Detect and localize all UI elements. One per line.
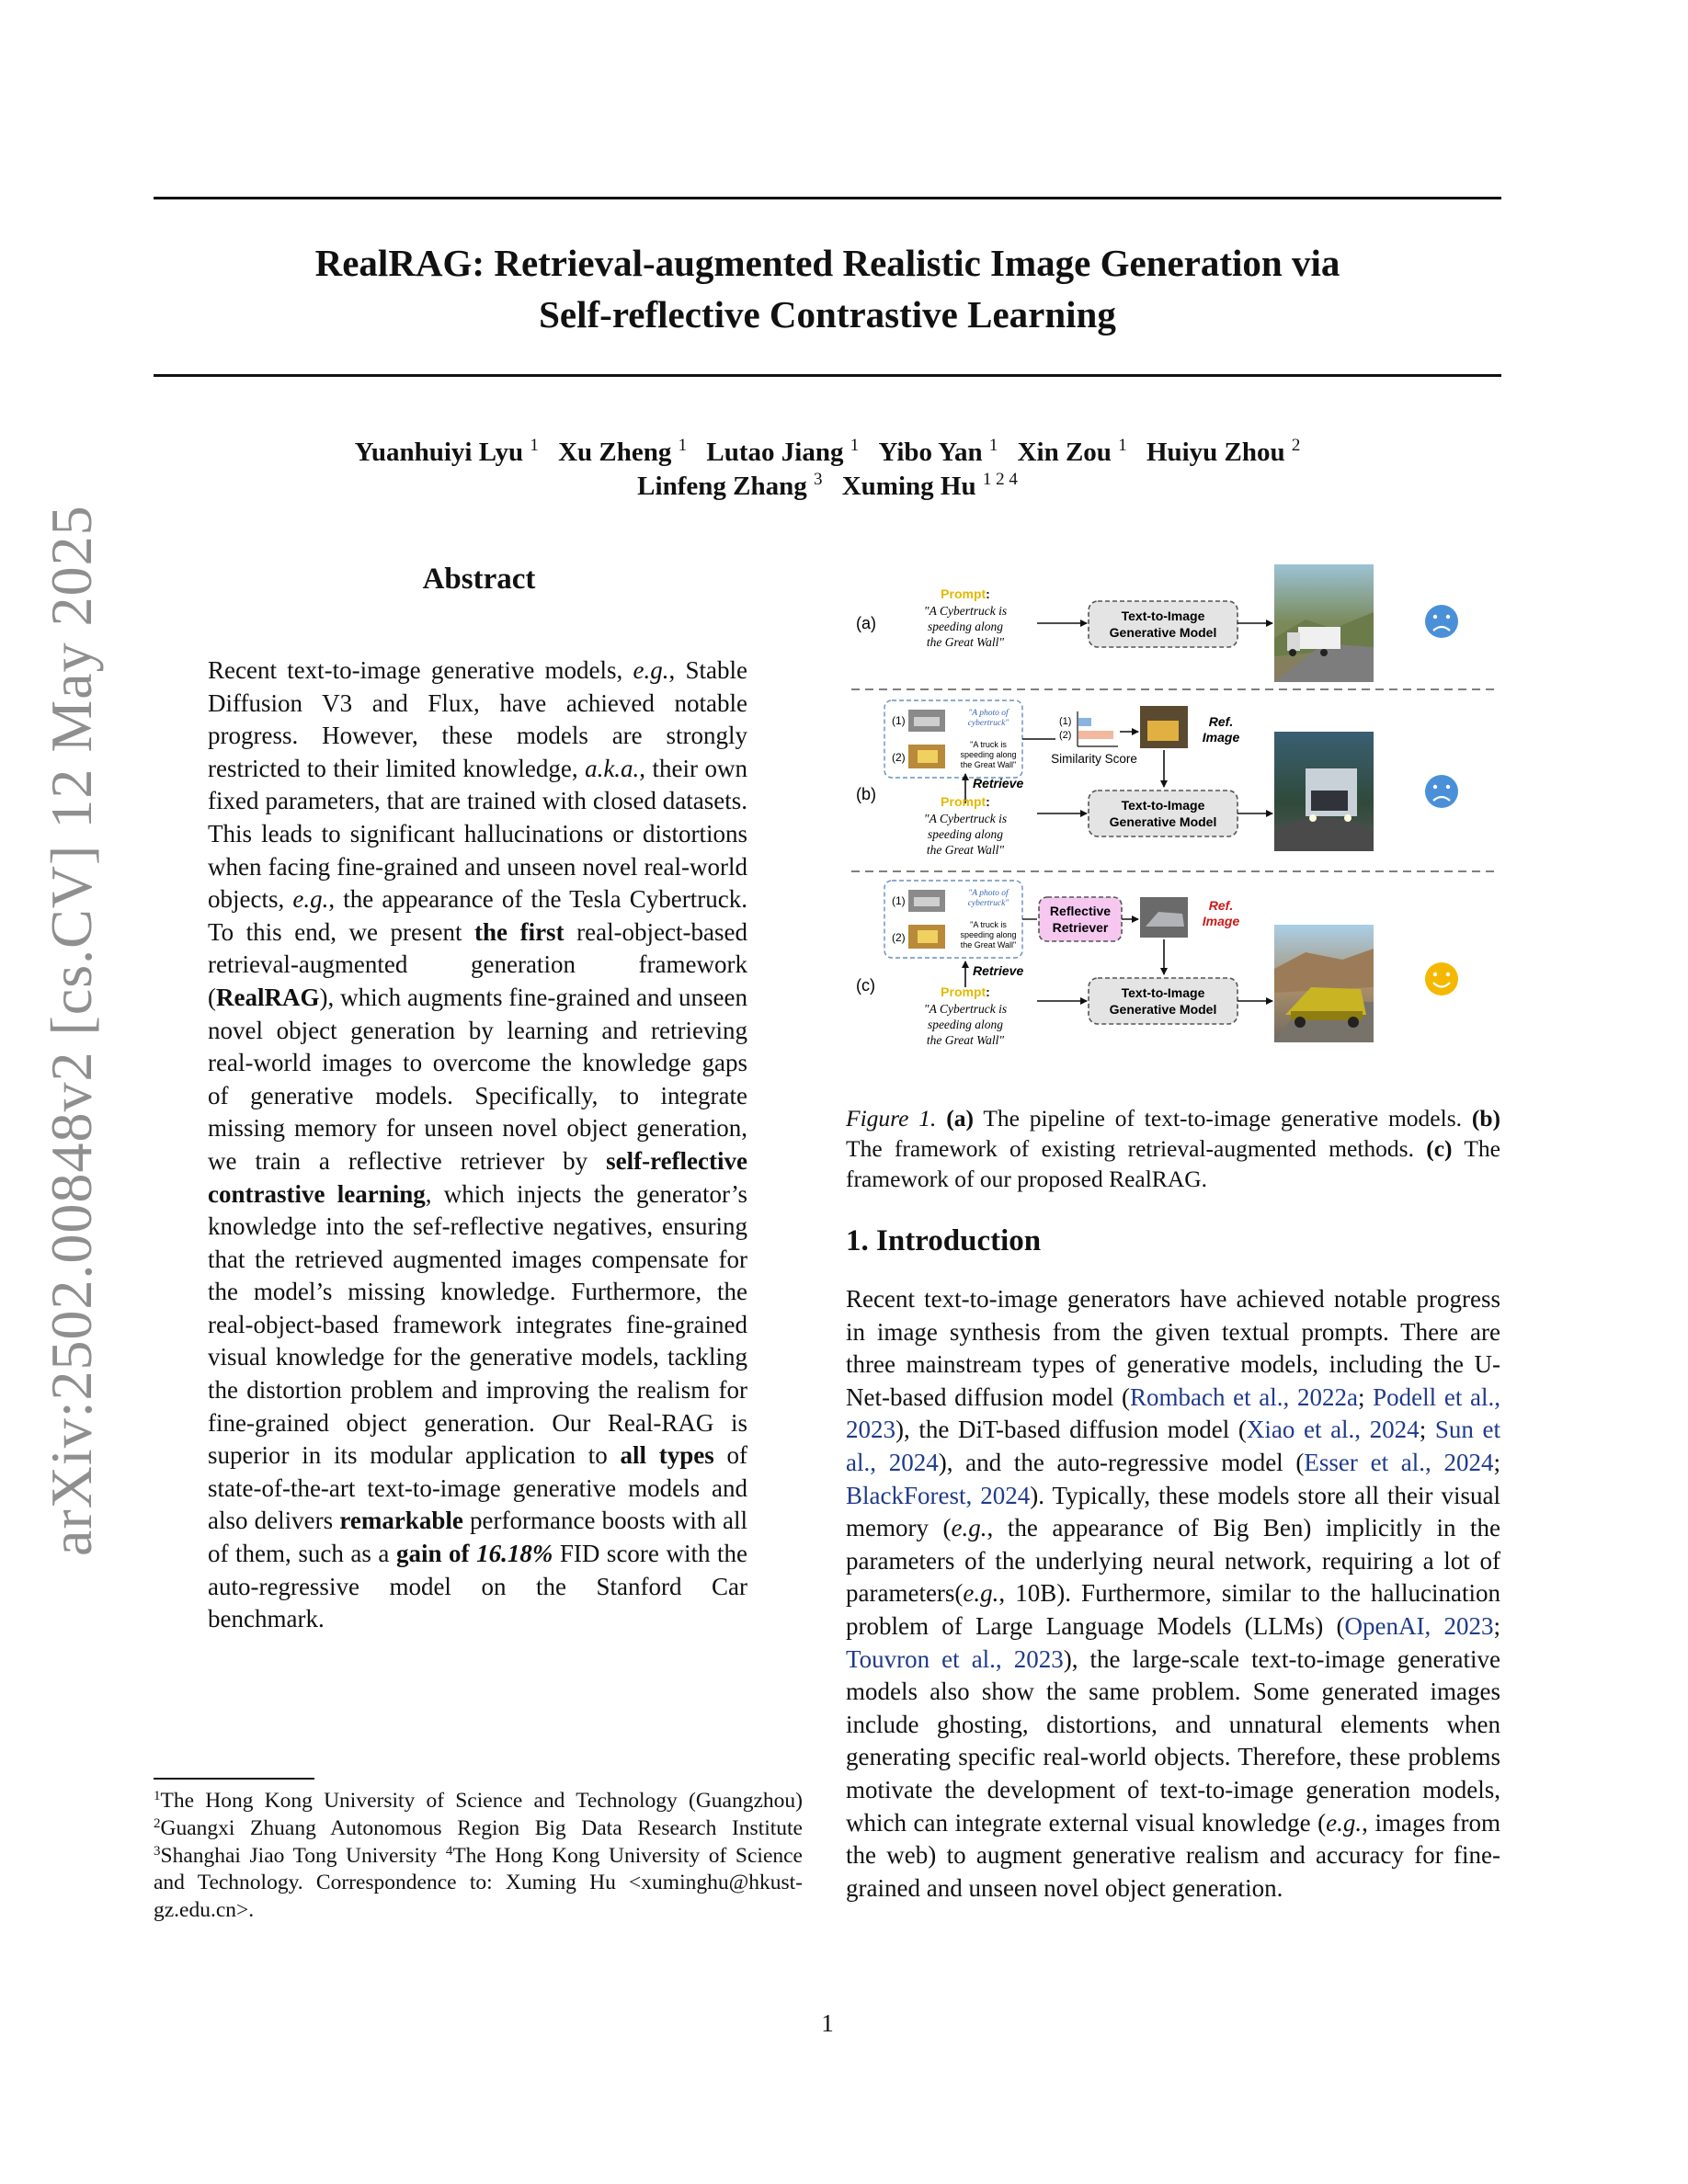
- model-box-label: Text-to-Image: [1121, 985, 1205, 1000]
- paper-title: [154, 237, 1501, 340]
- citation-link[interactable]: Sun et al., 2024: [846, 1416, 1500, 1476]
- author: Yuanhuiyi Lyu $^1$: [354, 436, 539, 467]
- item-number: (2): [892, 751, 906, 764]
- prompt-text-line: the Great Wall": [926, 843, 1005, 857]
- author: Huiyu Zhou $^2$: [1146, 436, 1301, 467]
- footnote-rule: [154, 1778, 314, 1780]
- text-key: "A truck is: [970, 920, 1007, 929]
- ref-image-label: Ref.: [1208, 898, 1234, 913]
- prompt-text-line: speeding along: [927, 827, 1004, 841]
- arxiv-identifier: arXiv:2502.00848v2 [cs.CV] 12 May 2025: [39, 505, 104, 1556]
- title-bottom-rule: [154, 374, 1501, 377]
- prompt-label: Prompt:: [941, 586, 990, 601]
- sad-face-icon: [1425, 775, 1458, 808]
- similarity-bar-2: [1078, 731, 1113, 739]
- citation-link[interactable]: Esser et al., 2024: [1304, 1448, 1494, 1476]
- prompt-text-line: the Great Wall": [926, 635, 1005, 649]
- title-line-2: Self-reflective Contrastive Learning: [539, 293, 1116, 336]
- item-number: (1): [1059, 716, 1072, 727]
- reflective-retriever-label: Reflective: [1049, 904, 1112, 918]
- figure-label-b: (b): [856, 785, 876, 803]
- author-line-2: [154, 470, 1501, 504]
- retrieve-label: Retrieve: [973, 776, 1024, 791]
- figure-1-caption: Figure 1. (a) The pipeline of text-to-image generative models. (b) The framework of existing retrieval-augmented methods. (c) The framework of our proposed RealRAG.: [846, 1105, 1501, 1192]
- abstract-body: Recent text-to-image generative models, e.g., Stable Diffusion V3 and Flux, have achieved notable progress. However, these models are strongly restricted to their limited knowledge, a.k.a., their own fixed parameters, that are trained with closed datasets. This leads to significant hallucinations or distortions when facing fine-grained and unseen novel real-world objects, e.g., the appearance of the Tesla Cybertruck. To this end, we present the first real-object-based retrieval-augmented generation framework (RealRAG), which augments fine-grained and unseen novel object generation by learning and retrieving real-world images to overcome the knowledge gaps of generative models. Specifically, to integrate missing memory for unseen novel object generation, we train a reflective retriever by self-reflective contrastive learning, which injects the generator’s knowledge into the sef-reflective negatives, ensuring that the retrieved augmented images compensate for the model’s missing knowledge. Furthermore, the real-object-based framework integrates fine-grained visual knowledge for the generative models, tackling the distortion problem and improving the realism for fine-grained object generation. Our Real-RAG is superior in its modular application to all types of state-of-the-art text-to-image generative models and also delivers remarkable performance boosts with all of them, such as a gain of 16.18% FID score with the auto-regressive model on the Stanford Car benchmark.: [208, 656, 747, 1633]
- prompt-text-line: "A Cybertruck is: [923, 812, 1008, 825]
- citation-link[interactable]: Rombach et al., 2022a: [1129, 1382, 1358, 1411]
- figure-label-a: (a): [856, 614, 876, 632]
- text-key: speeding along: [960, 930, 1017, 939]
- text-key: the Great Wall": [960, 760, 1017, 769]
- author: Linfeng Zhang $^3$: [637, 470, 823, 501]
- similarity-score-label: Similarity Score: [1051, 752, 1137, 766]
- prompt-text-line: speeding along: [927, 620, 1004, 633]
- introduction-heading: 1. Introduction: [846, 1224, 1042, 1257]
- author: Xu Zheng $^1$: [558, 436, 688, 467]
- sad-face-icon: [1425, 605, 1458, 638]
- model-box-label: Text-to-Image: [1121, 798, 1205, 813]
- figure-1-diagram: [846, 555, 1500, 1070]
- author: Yibo Yan $^1$: [878, 436, 998, 467]
- text-key: cybertruck": [967, 719, 1009, 728]
- prompt-text-line: speeding along: [927, 1018, 1004, 1031]
- text-key: speeding along: [960, 750, 1017, 759]
- prompt-label: Prompt:: [941, 794, 990, 809]
- author: Lutao Jiang $^1$: [706, 436, 860, 467]
- ref-image-label: Image: [1202, 730, 1240, 745]
- text-key: "A photo of: [968, 709, 1009, 718]
- happy-face-icon: [1425, 962, 1458, 995]
- page-number: 1: [821, 2009, 834, 2037]
- citation-link[interactable]: Podell et al., 2023: [846, 1382, 1500, 1444]
- text-key: "A photo of: [968, 889, 1009, 898]
- text-key: the Great Wall": [960, 940, 1017, 950]
- reference-image-b: [1140, 706, 1188, 748]
- title-line-1: RealRAG: Retrieval-augmented Realistic Image Generation via: [314, 242, 1340, 284]
- author: Xuming Hu $^{1 2 4}$: [841, 470, 1018, 501]
- prompt-label: Prompt:: [941, 984, 990, 999]
- model-box-label: Generative Model: [1109, 1002, 1217, 1017]
- citation-link[interactable]: OpenAI, 2023: [1344, 1611, 1494, 1640]
- prompt-text-line: "A Cybertruck is: [923, 1002, 1008, 1016]
- title-top-rule: [154, 197, 1501, 199]
- prompt-text-line: the Great Wall": [926, 1033, 1005, 1047]
- affiliations-footnote: $^1$The Hong Kong University of Science and Technology (Guangzhou) $^2$Guangxi Zhuang Autonomous Region Big Data Research Institute $^3$Shanghai Jiao Tong University $^4$The Hong Kong University of Science and Technology. Correspondence to: Xuming Hu <xuminghu@hkust-gz.edu.cn>.: [154, 1789, 803, 1923]
- model-box-label: Generative Model: [1109, 625, 1217, 640]
- text-key: "A truck is: [970, 740, 1007, 749]
- reference-image-c: [1140, 897, 1188, 938]
- retrieve-label: Retrieve: [973, 963, 1024, 978]
- citation-link[interactable]: Xiao et al., 2024: [1246, 1416, 1420, 1444]
- introduction-body: Recent text-to-image generators have achieved notable progress in image synthesis from the given textual prompts. There are three mainstream types of generative models, including the U-Net-based diffusion model (Rombach et al., 2022a; Podell et al., 2023), the DiT-based diffusion model (Xiao et al., 2024; Sun et al., 2024), and the auto-regressive model (Esser et al., 2024; BlackForest, 2024). Typically, these models store all their visual memory (e.g., the appearance of Big Ben) implicitly in the parameters of the underlying neural network, requiring a lot of parameters(e.g., 10B). Furthermore, similar to the hallucination problem of Large Language Models (LLMs) (OpenAI, 2023; Touvron et al., 2023), the large-scale text-to-image generative models also show the same problem. Some generated images include ghosting, distortions, and unnatural elements when generating specific real-world objects. Therefore, these problems motivate the development of text-to-image generation models, which can integrate external visual knowledge (e.g., images from the web) to augment generative realism and accuracy for fine-grained and unseen novel object generation.: [846, 1285, 1500, 1902]
- author: Xin Zou $^1$: [1017, 436, 1127, 467]
- text-key: cybertruck": [967, 899, 1009, 908]
- citation-link[interactable]: Touvron et al., 2023: [846, 1644, 1064, 1673]
- author-line-1: [154, 436, 1501, 470]
- prompt-text-line: "A Cybertruck is: [923, 604, 1008, 618]
- model-box-label: Text-to-Image: [1121, 609, 1205, 623]
- item-number: (1): [892, 714, 906, 727]
- author-list: [154, 436, 1501, 504]
- item-number: (1): [892, 894, 906, 907]
- item-number: (2): [1059, 730, 1072, 741]
- reflective-retriever-label: Retriever: [1052, 920, 1109, 935]
- similarity-bar-1: [1078, 718, 1091, 726]
- ref-image-label: Image: [1202, 914, 1240, 928]
- generated-image-b: [1274, 732, 1374, 851]
- figure-label-c: (c): [856, 976, 875, 995]
- citation-link[interactable]: BlackForest, 2024: [846, 1481, 1031, 1509]
- item-number: (2): [892, 931, 906, 944]
- ref-image-label: Ref.: [1208, 714, 1234, 729]
- generated-image-a: [1274, 564, 1374, 682]
- generated-image-c: [1274, 925, 1374, 1042]
- model-box-label: Generative Model: [1109, 814, 1217, 829]
- abstract-heading: Abstract: [422, 563, 536, 596]
